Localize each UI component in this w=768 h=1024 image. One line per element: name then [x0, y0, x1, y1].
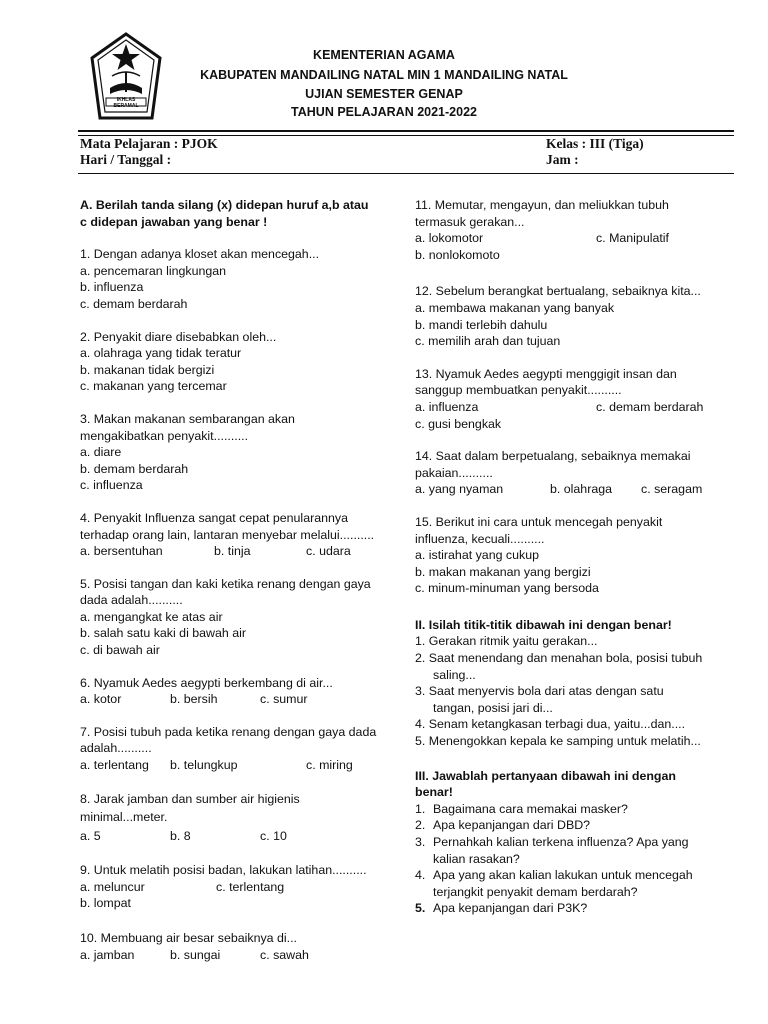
section-a-title-1: A. Berilah tanda silang (x) didepan huruf a,b atau: [80, 198, 369, 212]
question-3: 3. Makan makanan sembarangan akan: [80, 411, 295, 426]
option: c. gusi bengkak: [415, 416, 502, 431]
option: a. 5: [80, 828, 101, 843]
essay-item-4: 4. Apa yang akan kalian lakukan untuk mencegah: [415, 868, 693, 883]
options-row: [80, 879, 412, 896]
options-row: [415, 230, 745, 247]
section-a-title-2: c didepan jawaban yang benar !: [80, 214, 268, 229]
question-1: 1. Dengan adanya kloset akan mencegah...: [80, 247, 320, 262]
option: c. udara: [306, 544, 351, 559]
options-row: [80, 757, 412, 774]
header-line-3: UJIAN SEMESTER GENAP: [305, 87, 463, 101]
option: c. demam berdarah: [596, 399, 704, 414]
essay-item-2: 2. Apa kepanjangan dari DBD?: [415, 818, 591, 833]
header-line-4: TAHUN PELAJARAN 2021-2022: [291, 105, 477, 119]
question-2: 2. Penyakit diare disebabkan oleh...: [80, 329, 277, 344]
question-4: 4. Penyakit Influenza sangat cepat penularannya: [80, 510, 348, 525]
options-row: [415, 399, 745, 416]
option: c. sumur: [260, 692, 308, 707]
option: a. mengangkat ke atas air: [80, 609, 223, 624]
option: b. lompat: [80, 896, 131, 911]
option: a. influenza: [415, 399, 479, 414]
option: b. 8: [170, 828, 191, 843]
fill-item-2: 2. Saat menendang dan menahan bola, posisi tubuh: [415, 651, 703, 666]
essay-item-5: 5. Apa kepanjangan dari P3K?: [415, 901, 588, 916]
option: b. nonlokomoto: [415, 247, 500, 262]
option: c. demam berdarah: [80, 296, 188, 311]
fill-item-3-cont: tangan, posisi jari di...: [433, 700, 553, 715]
option: a. pencemaran lingkungan: [80, 263, 227, 278]
question-7-cont: adalah..........: [80, 741, 152, 756]
question-3-cont: mengakibatkan penyakit..........: [80, 428, 249, 443]
question-12: 12. Sebelum berangkat bertualang, sebaiknya kita...: [415, 284, 701, 299]
option: c. sawah: [260, 947, 309, 962]
fill-item-4: 4. Senam ketangkasan terbagi dua, yaitu...dan....: [415, 717, 686, 732]
question-5: 5. Posisi tangan dan kaki ketika renang dengan gaya: [80, 576, 371, 591]
option: b. sungai: [170, 947, 221, 962]
fill-item-2-cont: saling...: [433, 667, 476, 682]
options-row: [80, 691, 412, 708]
question-9: 9. Untuk melatih posisi badan, lakukan latihan..........: [80, 863, 367, 878]
option: b. makan makanan yang bergizi: [415, 564, 591, 579]
question-10: 10. Membuang air besar sebaiknya di...: [80, 931, 297, 945]
question-8-cont: minimal...meter.: [80, 809, 168, 824]
option: c. makanan yang tercemar: [80, 379, 227, 394]
option: a. terlentang: [80, 758, 149, 773]
question-11: 11. Memutar, mengayun, dan meliukkan tubuh: [415, 198, 669, 212]
option: a. meluncur: [80, 879, 145, 894]
option: c. terlentang: [216, 879, 285, 894]
option: b. demam berdarah: [80, 461, 189, 476]
options-row: [80, 947, 412, 964]
fill-item-5: 5. Menengokkan kepala ke samping untuk melatih...: [415, 734, 701, 749]
essay-item-1: 1. Bagaimana cara memakai masker?: [415, 801, 628, 816]
right-column: [415, 197, 745, 917]
essay-item-3: 3. Pernahkah kalian terkena influenza? Apa yang: [415, 835, 689, 849]
question-15-cont: influenza, kecuali..........: [415, 531, 545, 546]
section-iii-title-1: III. Jawablah pertanyaan dibawah ini dengan: [415, 768, 676, 783]
option: a. jamban: [80, 947, 135, 962]
option: c. di bawah air: [80, 643, 160, 658]
time-field: Jam :: [546, 152, 579, 167]
question-15: 15. Berikut ini cara untuk mencegah penyakit: [415, 514, 663, 529]
date-field: Hari / Tanggal :: [80, 152, 172, 167]
left-column: [80, 197, 412, 963]
option: a. istirahat yang cukup: [415, 548, 539, 563]
option: a. bersentuhan: [80, 544, 163, 559]
header-line-2: KABUPATEN MANDAILING NATAL MIN 1 MANDAILING NATAL: [200, 68, 568, 82]
essay-item-4-cont: terjangkit penyakit demam berdarah?: [433, 884, 638, 899]
options-row: [80, 543, 412, 560]
option: a. kotor: [80, 692, 122, 707]
option: b. mandi terlebih dahulu: [415, 317, 548, 332]
option: b. makanan tidak bergizi: [80, 362, 215, 377]
option: c. influenza: [80, 478, 143, 493]
option: b. salah satu kaki di bawah air: [80, 626, 246, 641]
logo-text: IKHLAS BERAMAL: [113, 97, 139, 109]
option: c. memilih arah dan tujuan: [415, 334, 561, 349]
fill-item-3: 3. Saat menyervis bola dari atas dengan satu: [415, 684, 664, 699]
option: b. influenza: [80, 280, 144, 295]
section-iii-title-2: benar!: [415, 785, 453, 800]
options-row: [80, 828, 412, 845]
option: c. miring: [306, 758, 353, 773]
option: c. minum-minuman yang bersoda: [415, 581, 599, 596]
option: a. diare: [80, 445, 122, 460]
question-14-cont: pakaian..........: [415, 465, 493, 480]
question-6: 6. Nyamuk Aedes aegypti berkembang di air...: [80, 675, 333, 690]
option: b. olahraga: [550, 482, 613, 497]
info-divider: [78, 173, 734, 174]
question-14: 14. Saat dalam berpetualang, sebaiknya memakai: [415, 449, 691, 464]
fill-item-1: 1. Gerakan ritmik yaitu gerakan...: [415, 634, 598, 649]
question-4-cont: terhadap orang lain, lantaran menyebar melalui..........: [80, 527, 375, 542]
question-13: 13. Nyamuk Aedes aegypti menggigit insan dan: [415, 366, 677, 381]
question-8: 8. Jarak jamban dan sumber air higienis: [80, 791, 300, 806]
options-row: [415, 481, 745, 498]
option: b. tinja: [214, 544, 251, 559]
option: a. olahraga yang tidak teratur: [80, 346, 242, 361]
question-11-cont: termasuk gerakan...: [415, 214, 525, 229]
option: c. seragam: [641, 482, 703, 497]
question-7: 7. Posisi tubuh pada ketika renang dengan gaya dada: [80, 724, 377, 739]
option: a. yang nyaman: [415, 482, 504, 497]
subject-field: Mata Pelajaran : PJOK: [80, 136, 218, 151]
question-13-cont: sanggup membuatkan penyakit..........: [415, 383, 622, 398]
option: c. Manipulatif: [596, 231, 670, 246]
question-5-cont: dada adalah..........: [80, 593, 183, 608]
header-line-1: KEMENTERIAN AGAMA: [313, 48, 455, 62]
option: a. membawa makanan yang banyak: [415, 300, 615, 315]
essay-item-3-cont: kalian rasakan?: [433, 851, 520, 866]
class-field: Kelas : III (Tiga): [546, 136, 644, 151]
option: a. lokomotor: [415, 231, 484, 246]
option: b. telungkup: [170, 758, 238, 773]
section-ii-title: II. Isilah titik-titik dibawah ini dengan benar!: [415, 617, 672, 632]
option: c. 10: [260, 828, 287, 843]
option: b. bersih: [170, 692, 218, 707]
